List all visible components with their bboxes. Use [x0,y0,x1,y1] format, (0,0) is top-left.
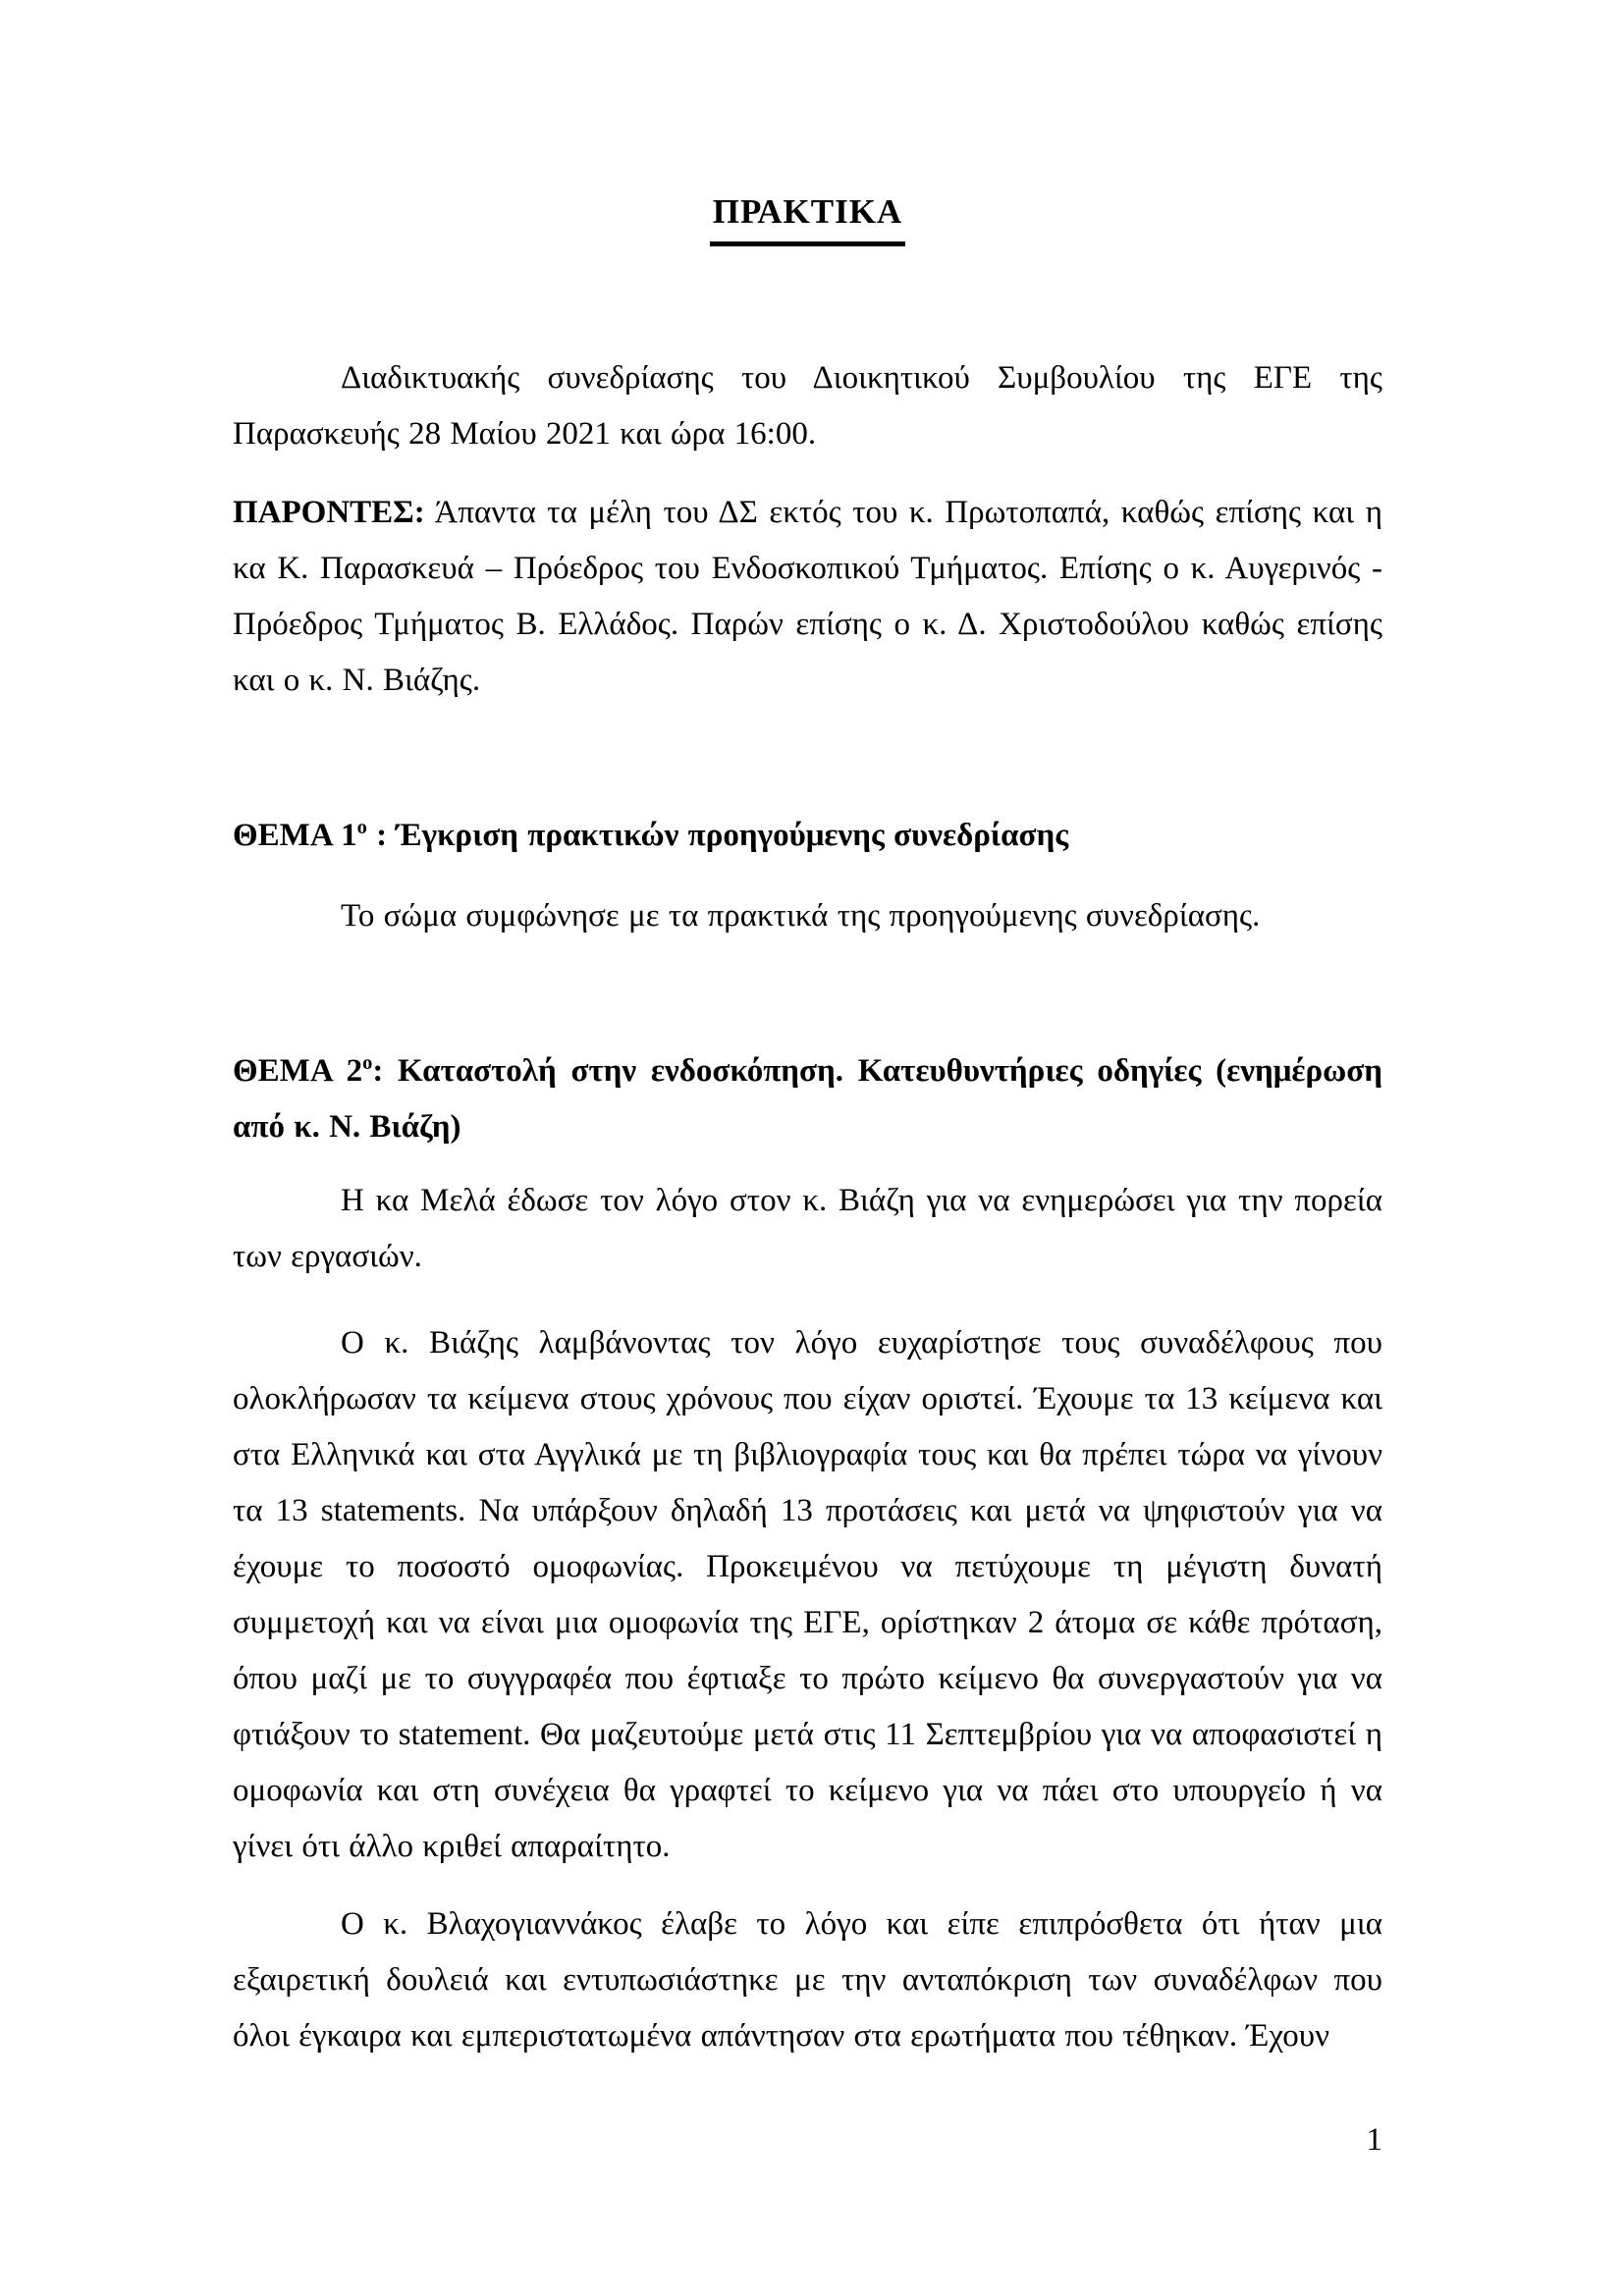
topic1-heading [233,808,1382,864]
topic2-paragraph-3: Ο κ. Βλαχογιαννάκος έλαβε το λόγο και είπε επιπρόσθετα ότι ήταν μια εξαιρετική δουλειά και εντυπωσιάστηκε με την ανταπόκριση των συναδέλφων που όλοι έγκαιρα και εμπεριστατωμένα απάντησαν στα ερωτήματα που τέθηκαν. Έχουν [233,1906,1382,2054]
topic2-heading-label: ΘΕΜΑ 2 [233,1053,363,1089]
attendees-label: ΠΑΡΟΝΤΕΣ: [233,495,425,530]
topic2-heading-ordinal: ο [362,1052,373,1074]
topic1-body-paragraph: Το σώμα συμφώνησε με τα πρακτικά της προηγούμενης συνεδρίασης. [341,898,1261,934]
topic2-heading-title: : Καταστολή στην ενδοσκόπηση. Κατευθυντήριες οδηγίες (ενημέρωση από κ. Ν. Βιάζη) [233,1053,1382,1145]
topic1-heading-label: ΘΕΜΑ 1 [233,818,357,853]
intro-paragraph: Διαδικτυακής συνεδρίασης του Διοικητικού Συμβουλίου της ΕΓΕ της Παρασκευής 28 Μαίου 2021 και ώρα 16:00. [233,360,1382,452]
document-title-text: ΠΡΑΚΤΙΚΑ [710,184,905,246]
attendees-paragraph [233,485,1382,709]
page-number: 1 [1366,2122,1382,2158]
topic2-paragraph-2: Ο κ. Βιάζης λαμβάνοντας τον λόγο ευχαρίστησε τους συναδέλφους που ολοκλήρωσαν τα κείμενα στους χρόνους που είχαν οριστεί. Έχουμε τα 13 κείμενα και στα Ελληνικά και στα Αγγλικά με τη βιβλιογραφία τους και θα πρέπει τώρα να γίνουν τα 13 statements. Να υπάρξουν δηλαδή 13 προτάσεις και μετά να ψηφιστούν για να έχουμε το ποσοστό ομοφωνίας. Προκειμένου να πετύχουμε τη μέγιστη δυνατή συμμετοχή και να είναι μια ομοφωνία της ΕΓΕ, ορίστηκαν 2 άτομα σε κάθε πρόταση, όπου μαζί με το συγγραφέα που έφτιαξε το πρώτο κείμενο θα συνεργαστούν για να φτιάξουν το statement. Θα μαζευτούμε μετά στις 11 Σεπτεμβρίου για να αποφασιστεί η ομοφωνία και στη συνέχεια θα γραφτεί το κείμενο για να πάει στο υπουργείο ή να γίνει ότι άλλο κριθεί απαραίτητο. [233,1325,1382,1864]
topic2-paragraph-1: Η κα Μελά έδωσε τον λόγο στον κ. Βιάζη για να ενημερώσει για την πορεία των εργασιών. [233,1183,1382,1274]
topic2-heading [233,1043,1382,1155]
topic1-heading-title: : Έγκριση πρακτικών προηγούμενης συνεδρίασης [366,818,1069,853]
topic1-heading-ordinal: ο [356,817,367,838]
attendees-text: Άπαντα τα μέλη του ΔΣ εκτός του κ. Πρωτοπαπά, καθώς επίσης και η κα Κ. Παρασκευά – Πρόεδρος του Ενδοσκοπικού Τμήματος. Επίσης ο κ. Αυγερινός - Πρόεδρος Τμήματος Β. Ελλάδος. Παρών επίσης ο κ. Δ. Χριστοδούλου καθώς επίσης και ο κ. Ν. Βιάζης. [233,495,1382,698]
document-title [233,184,1382,246]
